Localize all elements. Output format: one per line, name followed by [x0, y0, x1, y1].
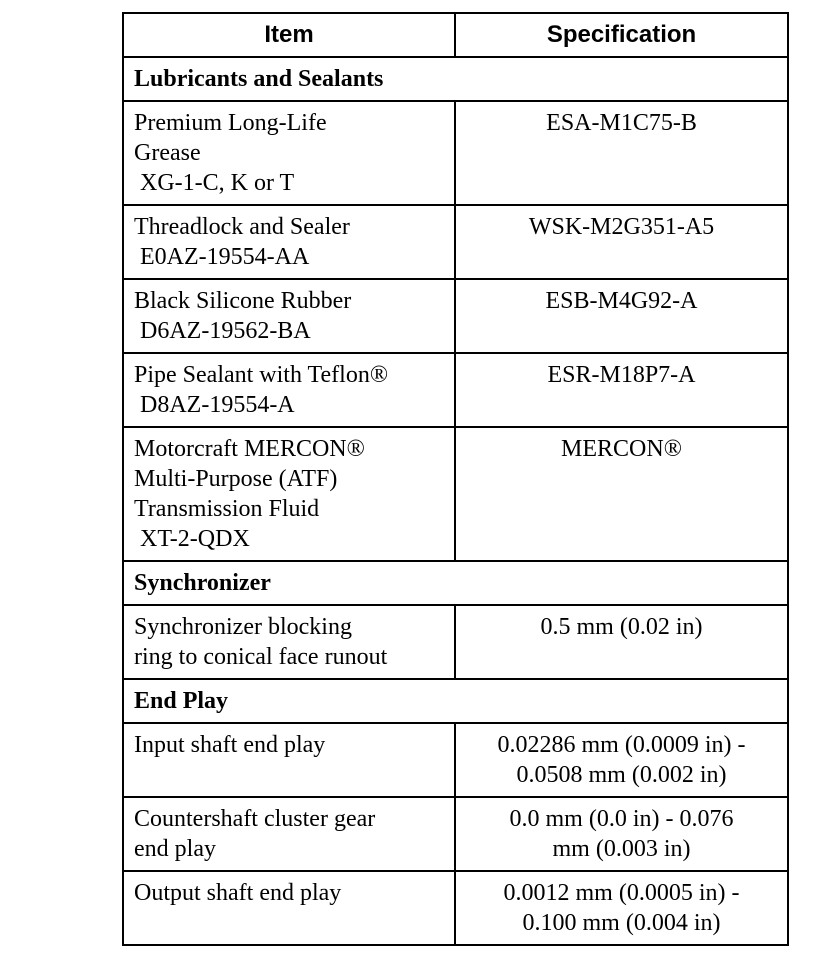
specification-line: 0.100 mm (0.004 in): [522, 910, 721, 936]
specification-line: mm (0.003 in): [552, 836, 691, 862]
specification-line: 0.5 mm (0.02 in): [540, 614, 703, 640]
table-row: [123, 427, 788, 561]
item-cell: [123, 353, 455, 427]
specification-line: 0.0012 mm (0.0005 in) -: [503, 880, 740, 906]
item-line: D8AZ-19554-A: [134, 392, 295, 418]
item-cell: [123, 101, 455, 205]
specification-line: 0.02286 mm (0.0009 in) -: [497, 732, 746, 758]
item-line: Transmission Fluid: [134, 496, 320, 522]
table-row: [123, 101, 788, 205]
table-row: [123, 605, 788, 679]
section-header-row: [123, 679, 788, 723]
item-line: end play: [134, 836, 216, 862]
item-line: Multi-Purpose (ATF): [134, 466, 338, 492]
item-line: ring to conical face runout: [134, 644, 388, 670]
specification-cell: [455, 797, 788, 871]
specification-cell: [455, 353, 788, 427]
section-title: Lubricants and Sealants: [123, 57, 788, 101]
item-line: Premium Long-Life: [134, 110, 327, 136]
table-row: [123, 353, 788, 427]
specification-cell: [455, 871, 788, 945]
item-line: Motorcraft MERCON®: [134, 436, 365, 462]
item-line: XT-2-QDX: [134, 526, 250, 552]
specification-cell: [455, 205, 788, 279]
specification-cell: [455, 605, 788, 679]
section-title: End Play: [123, 679, 788, 723]
specification-cell: [455, 101, 788, 205]
specification-line: ESA-M1C75-B: [546, 110, 697, 136]
table-row: [123, 871, 788, 945]
specification-cell: [455, 427, 788, 561]
item-line: Black Silicone Rubber: [134, 288, 352, 314]
table-header-row: [123, 13, 788, 57]
item-line: Grease: [134, 140, 201, 166]
item-line: Countershaft cluster gear: [134, 806, 376, 832]
header-item: Item: [123, 13, 455, 57]
section-title: Synchronizer: [123, 561, 788, 605]
specification-line: ESB-M4G92-A: [545, 288, 698, 314]
item-cell: [123, 205, 455, 279]
item-line: E0AZ-19554-AA: [134, 244, 310, 270]
item-line: Threadlock and Sealer: [134, 214, 350, 240]
item-cell: [123, 871, 455, 945]
item-line: Synchronizer blocking: [134, 614, 352, 640]
specification-table: [122, 12, 789, 946]
item-cell: [123, 427, 455, 561]
specification-cell: [455, 723, 788, 797]
specification-line: 0.0 mm (0.0 in) - 0.076: [509, 806, 734, 832]
item-line: Output shaft end play: [134, 880, 342, 906]
table-row: [123, 723, 788, 797]
specification-line: MERCON®: [561, 436, 682, 462]
section-header-row: [123, 561, 788, 605]
table-row: [123, 279, 788, 353]
item-line: Input shaft end play: [134, 732, 326, 758]
table-row: [123, 205, 788, 279]
specification-line: 0.0508 mm (0.002 in): [516, 762, 727, 788]
item-cell: [123, 797, 455, 871]
specification-line: WSK-M2G351-A5: [528, 214, 715, 240]
item-cell: [123, 723, 455, 797]
item-line: Pipe Sealant with Teflon®: [134, 362, 389, 388]
section-header-row: [123, 57, 788, 101]
table-body: [123, 57, 788, 945]
item-line: XG-1-C, K or T: [134, 170, 295, 196]
specification-line: ESR-M18P7-A: [547, 362, 696, 388]
item-cell: [123, 605, 455, 679]
item-line: D6AZ-19562-BA: [134, 318, 311, 344]
specification-cell: [455, 279, 788, 353]
table-row: [123, 797, 788, 871]
item-cell: [123, 279, 455, 353]
header-specification: Specification: [455, 13, 788, 57]
